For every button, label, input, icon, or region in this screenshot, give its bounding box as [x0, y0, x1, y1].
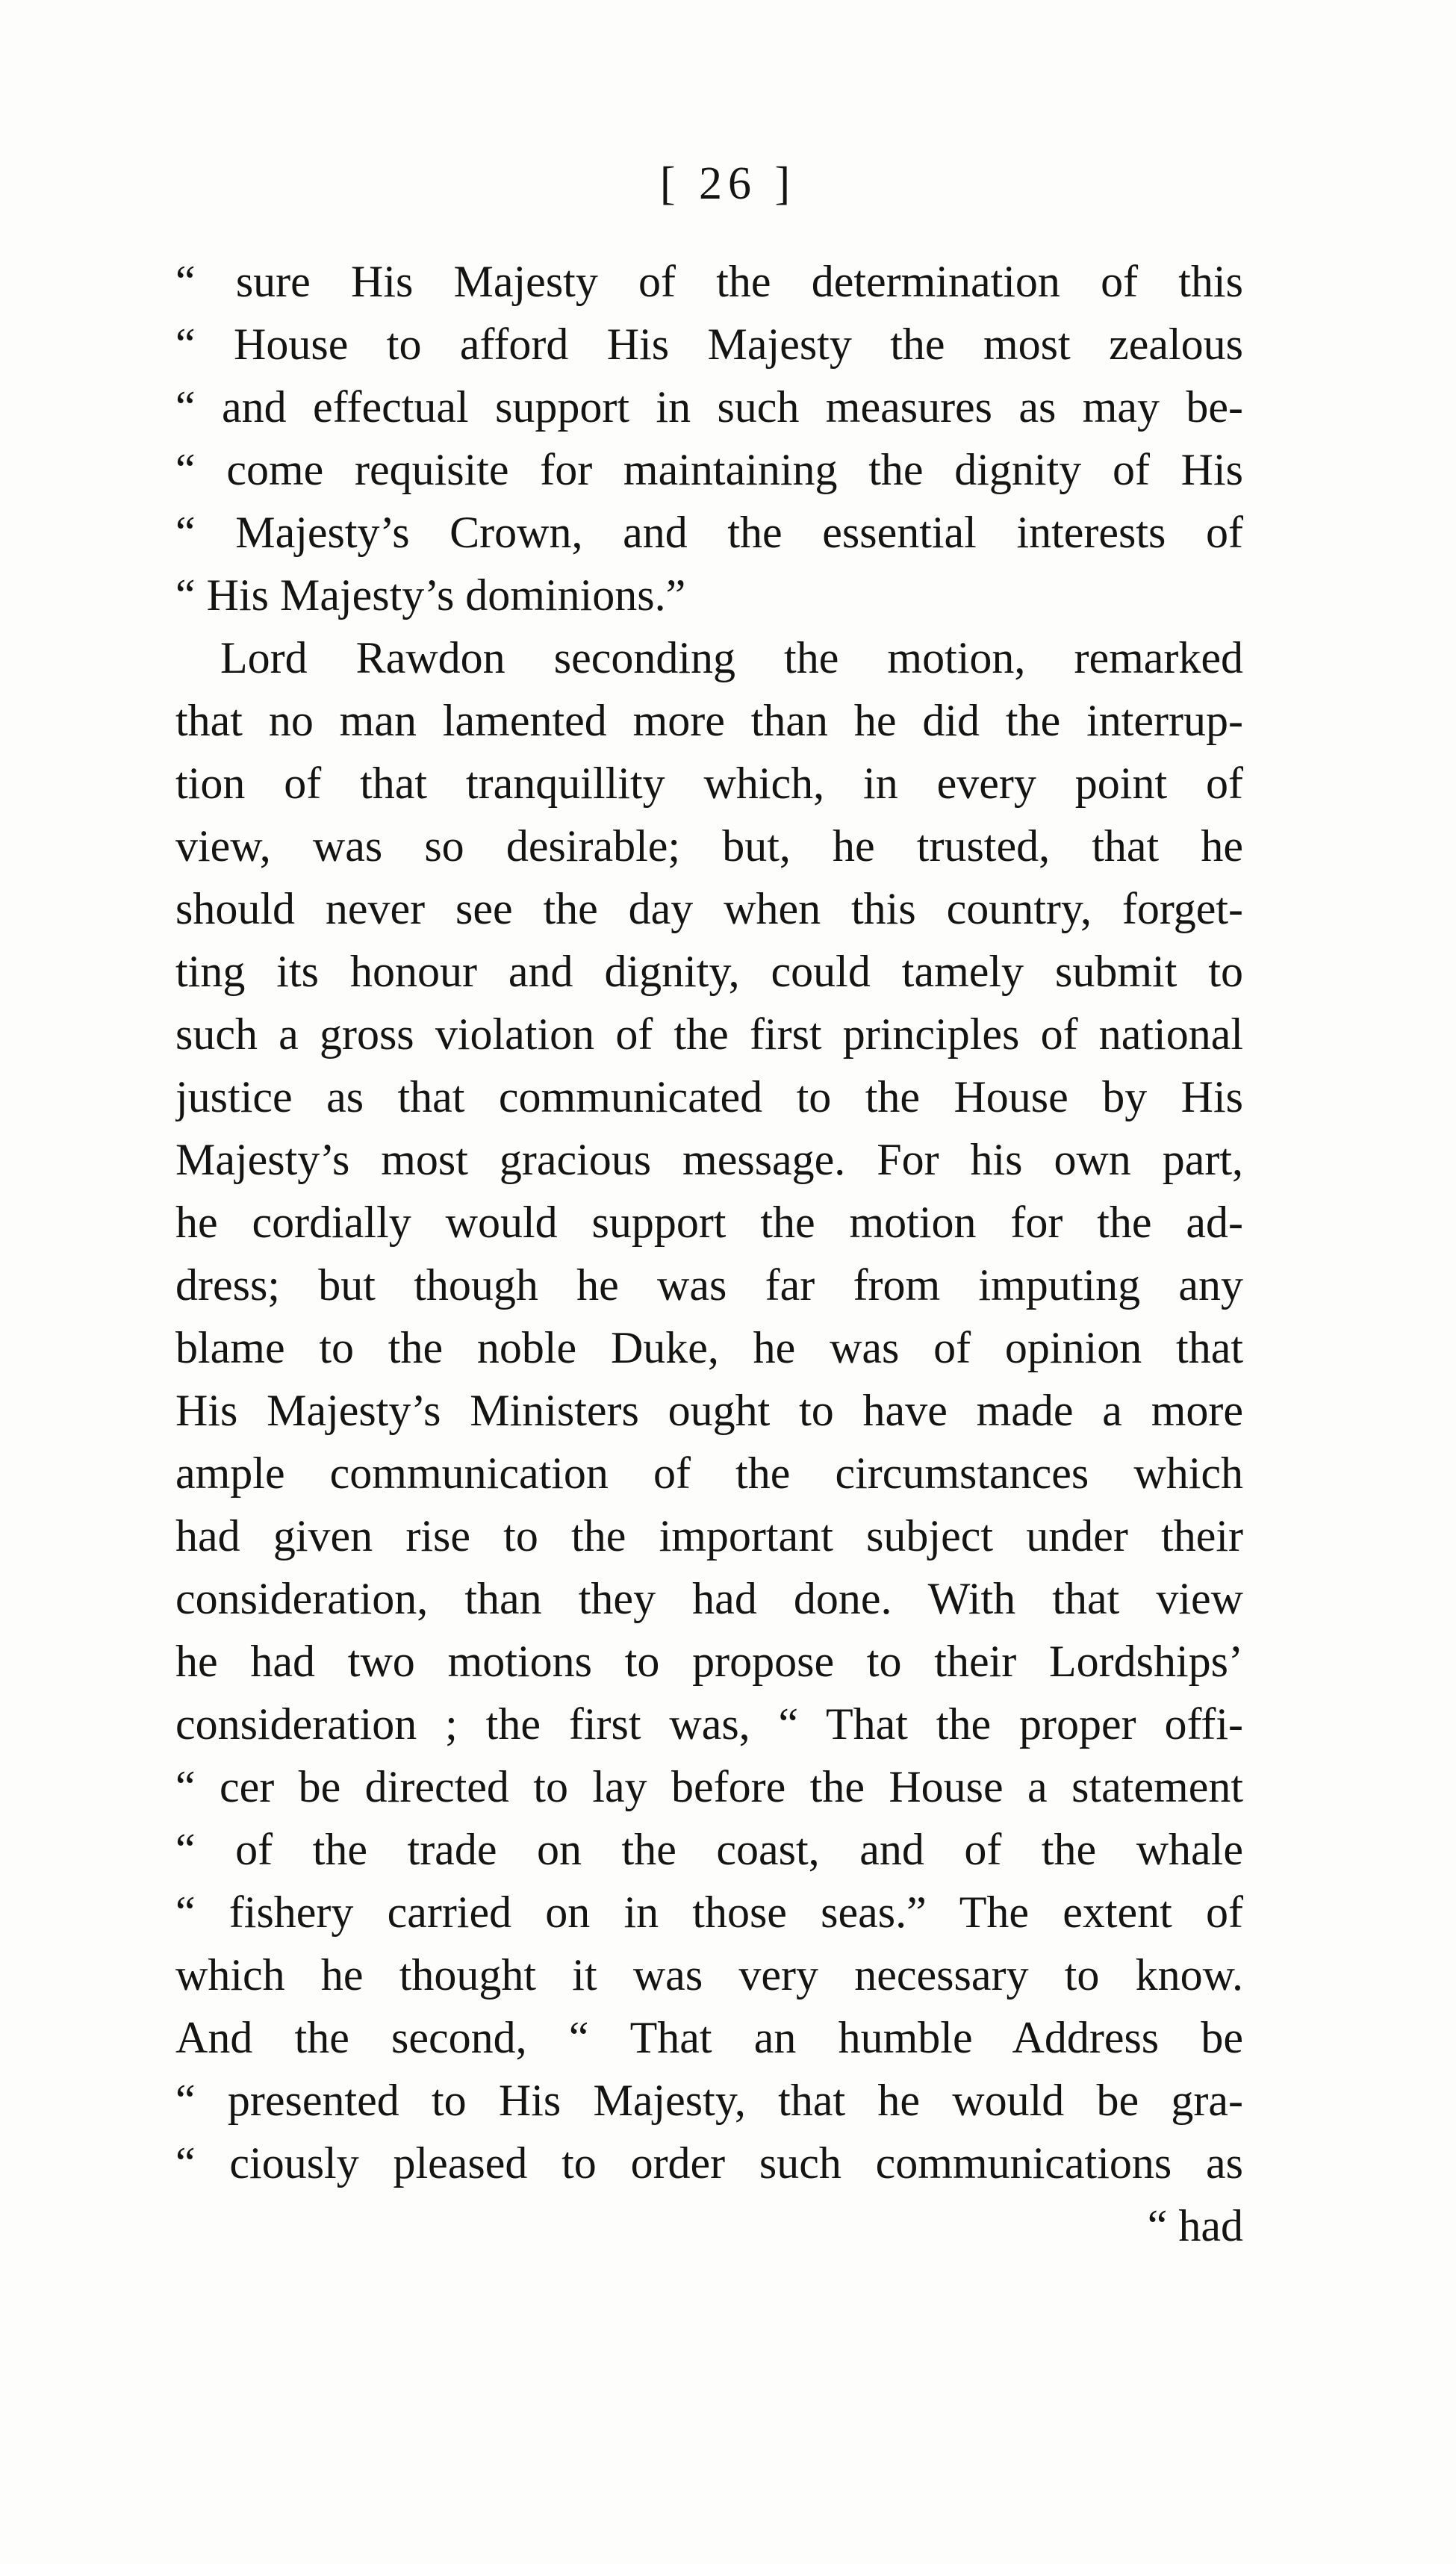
text-line: should never see the day when this country, forget- [175, 884, 1243, 933]
text-line: ample communication of the circumstances which [175, 1449, 1243, 1498]
text-line: “ cer be directed to lay before the House a statement [175, 1762, 1243, 1811]
text-line: ting its honour and dignity, could tamely submit to [175, 947, 1243, 996]
paragraph-start: Lord Rawdon seconding the motion, remarked [220, 633, 1243, 682]
text-line: “ sure His Majesty of the determination of this [175, 257, 1243, 306]
text-line: “ Majesty’s Crown, and the essential interests of [175, 508, 1243, 557]
text-line: blame to the noble Duke, he was of opinion that [175, 1323, 1243, 1372]
text-line: “ ciously pleased to order such communications as [175, 2138, 1243, 2188]
text-line: dress; but though he was far from imputing any [175, 1260, 1243, 1310]
text-line: “ His Majesty’s dominions.” [175, 570, 686, 620]
text-line: And the second, “ That an humble Address be [175, 2013, 1243, 2062]
text-line: “ presented to His Majesty, that he would be gra- [175, 2076, 1243, 2125]
text-line: which he thought it was very necessary to know. [175, 1950, 1243, 2000]
text-line: such a gross violation of the first principles of national [175, 1009, 1243, 1059]
text-line: that no man lamented more than he did the interrup- [175, 696, 1243, 745]
text-line: justice as that communicated to the House by His [175, 1072, 1243, 1121]
text-line: view, was so desirable; but, he trusted, that he [175, 821, 1243, 871]
catchword: “ had [1147, 2201, 1243, 2250]
text-line: “ fishery carried on in those seas.” The extent of [175, 1888, 1243, 1937]
text-line: he cordially would support the motion for the ad- [175, 1198, 1243, 1247]
text-line: His Majesty’s Ministers ought to have made a more [175, 1386, 1243, 1435]
text-line: had given rise to the important subject under their [175, 1511, 1243, 1561]
body-text [175, 250, 1243, 2257]
text-line: tion of that tranquillity which, in every point of [175, 759, 1243, 808]
text-line: “ of the trade on the coast, and of the whale [175, 1825, 1243, 1874]
text-line: “ and effectual support in such measures as may be- [175, 382, 1243, 432]
page-number: [ 26 ] [659, 158, 797, 209]
text-line: consideration ; the first was, “ That the proper offi- [175, 1699, 1243, 1749]
text-line: consideration, than they had done. With that view [175, 1574, 1243, 1623]
text-line: “ come requisite for maintaining the dignity of His [175, 445, 1243, 494]
text-line: Majesty’s most gracious message. For his own part, [175, 1135, 1243, 1184]
text-line: he had two motions to propose to their Lordships’ [175, 1637, 1243, 1686]
text-line: “ House to afford His Majesty the most zealous [175, 320, 1243, 369]
